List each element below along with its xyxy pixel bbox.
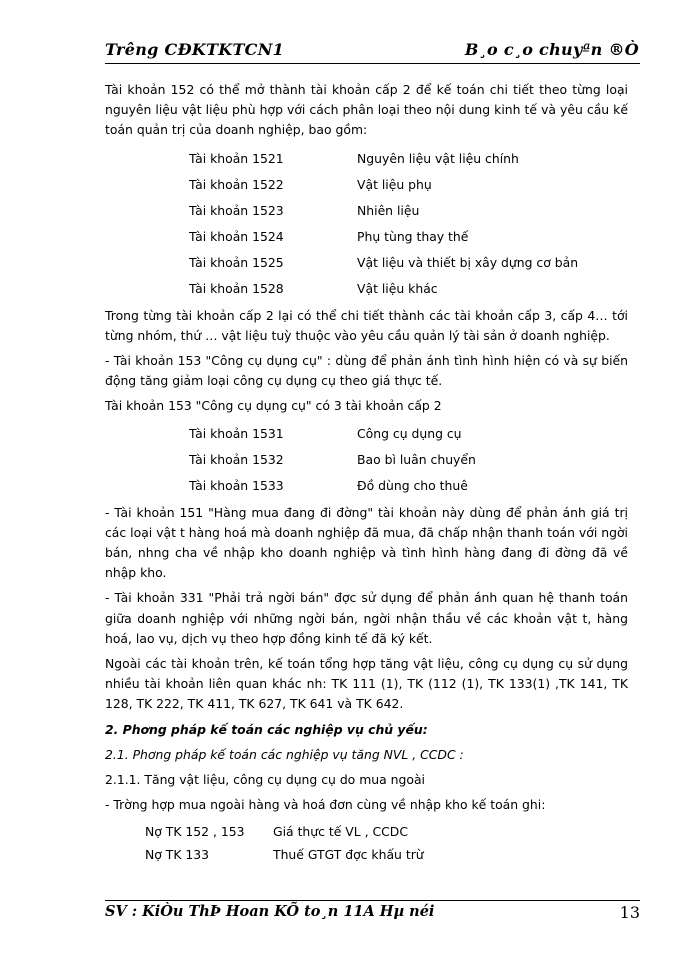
paragraph-tk331: - Tài khoản 331 "Phải trả ngời bán" đợc sử dụng để phản ánh quan hệ thanh toán giữa doanh nghiệp với những ngời bán, ngời nhận thầu về các khoản vật t, hàng hoá, lao vụ, dịch vụ theo hợp đồng kinh tế đã ký kết. (105, 590, 628, 646)
paragraph-tk152-intro: Tài khoản 152 có thể mở thành tài khoản cấp 2 để kế toán chi tiết theo từng loại nguyên liệu vật liệu phù hợp với cách phân loại theo nội dung kinh tế và yêu cầu kế toán quản trị của doanh nghiệp, bao gồm: (105, 82, 628, 138)
subsection-heading-2-1: 2.1. Phơng pháp kế toán các nghiệp vụ tăng NVL , CCDC : (105, 746, 464, 762)
account-code: Tài khoản 1528 (189, 280, 284, 296)
account-name: Phụ tùng thay thế (357, 228, 469, 244)
page-footer (105, 903, 640, 925)
table-row (145, 843, 424, 866)
header-report-title: B¸o c¸o chuyªn ®Ò (464, 40, 639, 59)
entry-description: Thuế GTGT đợc khấu trừ (273, 846, 424, 862)
entry-description: Giá thực tế VL , CCDC (273, 823, 409, 839)
header-rule (105, 63, 640, 64)
account-code: Tài khoản 1523 (189, 202, 284, 218)
footer-author: SV : KiÒu ThÞ Hoan KÕ to¸n 11A Hµ néi (105, 903, 435, 920)
header-school: Trêng CĐKTKTCN1 (105, 40, 285, 59)
table-row (189, 250, 578, 276)
account-name: Nguyên liệu vật liệu chính (357, 150, 519, 166)
paragraph-level2-detail: Trong từng tài khoản cấp 2 lại có thể chi tiết thành các tài khoản cấp 3, cấp 4… tới từng nhóm, thứ … vật liệu tuỳ thuộc vào yêu cầu quản lý tài sản ở doanh nghiệp. (105, 307, 628, 343)
paragraph-tk151: - Tài khoản 151 "Hàng mua đang đi đờng" tài khoản này dùng để phản ánh giá trị các loại vật t hàng hoá mà doanh nghiệp đã mua, đã chấp nhận thanh toán với ngời bán, nhng cha về nhập kho doanh nghiệp và tình hình hàng đang đi đờng đã về nhập kho. (105, 504, 628, 581)
footer-rule (105, 900, 640, 901)
tk153-subaccounts-table (189, 421, 476, 499)
account-code: Tài khoản 1533 (189, 477, 284, 493)
table-row (189, 224, 578, 250)
table-row (189, 421, 476, 447)
journal-entries-table (145, 820, 424, 866)
paragraph-purchase-case: - Trờng hợp mua ngoài hàng và hoá đơn cùng về nhập kho kế toán ghi: (105, 797, 546, 813)
account-name: Bao bì luân chuyển (357, 451, 476, 467)
table-row (189, 172, 578, 198)
table-row (189, 198, 578, 224)
section-heading-2: 2. Phơng pháp kế toán các nghiệp vụ chủ yếu: (105, 721, 428, 737)
table-row (189, 146, 578, 172)
entry-debit: Nợ TK 133 (145, 846, 210, 862)
subsection-heading-2-1-1: 2.1.1. Tăng vật liệu, công cụ dụng cụ do mua ngoài (105, 772, 425, 788)
entry-debit: Nợ TK 152 , 153 (145, 823, 245, 839)
page-number: 13 (619, 903, 640, 922)
page-header (105, 40, 639, 62)
account-code: Tài khoản 1532 (189, 451, 284, 467)
paragraph-other-accounts: Ngoài các tài khoản trên, kế toán tổng hợp tăng vật liệu, công cụ dụng cụ sử dụng nhiều tài khoản liên quan khác nh: TK 111 (1), TK (112 (1), TK 133(1) ,TK 141, TK 128, TK 222, TK 411, TK 627, TK 641 và TK 642. (105, 656, 628, 712)
account-code: Tài khoản 1522 (189, 176, 284, 192)
account-name: Vật liệu phụ (357, 176, 432, 192)
tk152-subaccounts-table (189, 146, 578, 302)
account-name: Nhiên liệu (357, 202, 420, 218)
account-name: Vật liệu và thiết bị xây dựng cơ bản (357, 254, 579, 270)
table-row (189, 447, 476, 473)
paragraph-tk153-levels: Tài khoản 153 "Công cụ dụng cụ" có 3 tài khoản cấp 2 (105, 398, 442, 414)
table-row (189, 276, 578, 302)
table-row (145, 820, 424, 843)
paragraph-tk153: - Tài khoản 153 "Công cụ dụng cụ" : dùng để phản ánh tình hình hiện có và sự biến động tăng giảm loại công cụ dụng cụ theo giá thực tế. (105, 353, 628, 389)
table-row (189, 473, 476, 499)
account-code: Tài khoản 1524 (189, 228, 284, 244)
account-code: Tài khoản 1525 (189, 254, 284, 270)
account-name: Công cụ dụng cụ (357, 425, 462, 441)
account-name: Đồ dùng cho thuê (357, 477, 468, 493)
account-code: Tài khoản 1531 (189, 425, 284, 441)
account-code: Tài khoản 1521 (189, 150, 284, 166)
document-body (105, 80, 628, 866)
account-name: Vật liệu khác (357, 280, 438, 296)
